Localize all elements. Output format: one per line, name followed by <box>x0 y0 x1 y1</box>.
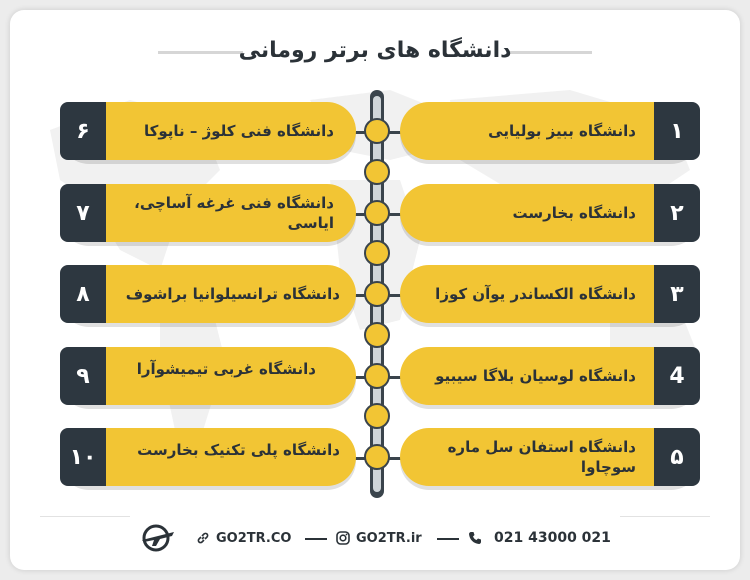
website-ir-link[interactable] <box>336 523 422 553</box>
university-name: دانشگاه بخارست <box>512 204 636 222</box>
university-name: دانشگاه فنی کلوژ – ناپوکا <box>144 122 334 140</box>
university-item-1 <box>400 102 700 160</box>
university-name: دانشگاه استفان سل ماره سوچاوا <box>447 438 636 476</box>
infographic-card <box>10 10 740 570</box>
university-item-2 <box>400 184 700 242</box>
rank-number: ۵ <box>654 428 700 486</box>
rank-number: ۳ <box>654 265 700 323</box>
spine-knob <box>364 200 390 226</box>
footer-separator <box>305 538 327 540</box>
spine-knob <box>364 403 390 429</box>
university-name: دانشگاه ببیز بولیایی <box>488 122 636 140</box>
link-icon <box>196 531 210 545</box>
spine-knob <box>364 363 390 389</box>
university-item-8 <box>60 265 356 323</box>
title-container <box>10 38 740 63</box>
rank-number: ۱ <box>654 102 700 160</box>
website-co-link[interactable] <box>196 523 291 553</box>
university-name: دانشگاه غربی تیمیشوآرا <box>136 360 316 378</box>
university-name: دانشگاه پلی تکنیک بخارست <box>137 441 340 459</box>
university-item-4 <box>400 347 700 405</box>
footer-divider-right <box>620 516 710 517</box>
spine-knob <box>364 118 390 144</box>
spine-knob <box>364 240 390 266</box>
university-name: دانشگاه ترانسیلوانیا براشوف <box>125 285 340 303</box>
university-name: دانشگاه الکساندر یوآن کوزا <box>435 285 636 303</box>
phone-number: 021 43000 021 <box>494 530 611 546</box>
university-item-6 <box>60 102 356 160</box>
university-name: دانشگاه فنی غرغه آساچی، ایاسی <box>134 194 334 232</box>
spine-knob <box>364 281 390 307</box>
footer-divider-left <box>40 516 130 517</box>
rank-number: ۷ <box>60 184 106 242</box>
university-item-10 <box>60 428 356 486</box>
instagram-icon <box>336 531 350 545</box>
rank-number: 4 <box>654 347 700 405</box>
rank-number: ۱۰ <box>60 428 106 486</box>
university-item-7 <box>60 184 356 242</box>
spine-knob <box>364 322 390 348</box>
spine-knob <box>364 159 390 185</box>
page-title: دانشگاه های برتر رومانی <box>238 38 512 63</box>
spine-knob <box>364 444 390 470</box>
phone-icon <box>468 531 482 545</box>
footer-bar <box>10 523 740 553</box>
website-ir-text: GO2TR.ir <box>356 530 422 546</box>
university-name: دانشگاه لوسیان بلاگا سیبیو <box>435 367 636 385</box>
rank-number: ۶ <box>60 102 106 160</box>
website-co-text: GO2TR.CO <box>216 530 292 546</box>
phone-contact[interactable] <box>468 523 611 553</box>
university-item-5 <box>400 428 700 486</box>
plane-logo-icon <box>138 523 178 553</box>
university-item-3 <box>400 265 700 323</box>
rank-number: ۲ <box>654 184 700 242</box>
footer-separator <box>437 538 459 540</box>
rank-number: ۹ <box>60 347 106 405</box>
rank-number: ۸ <box>60 265 106 323</box>
university-item-9 <box>60 347 356 405</box>
